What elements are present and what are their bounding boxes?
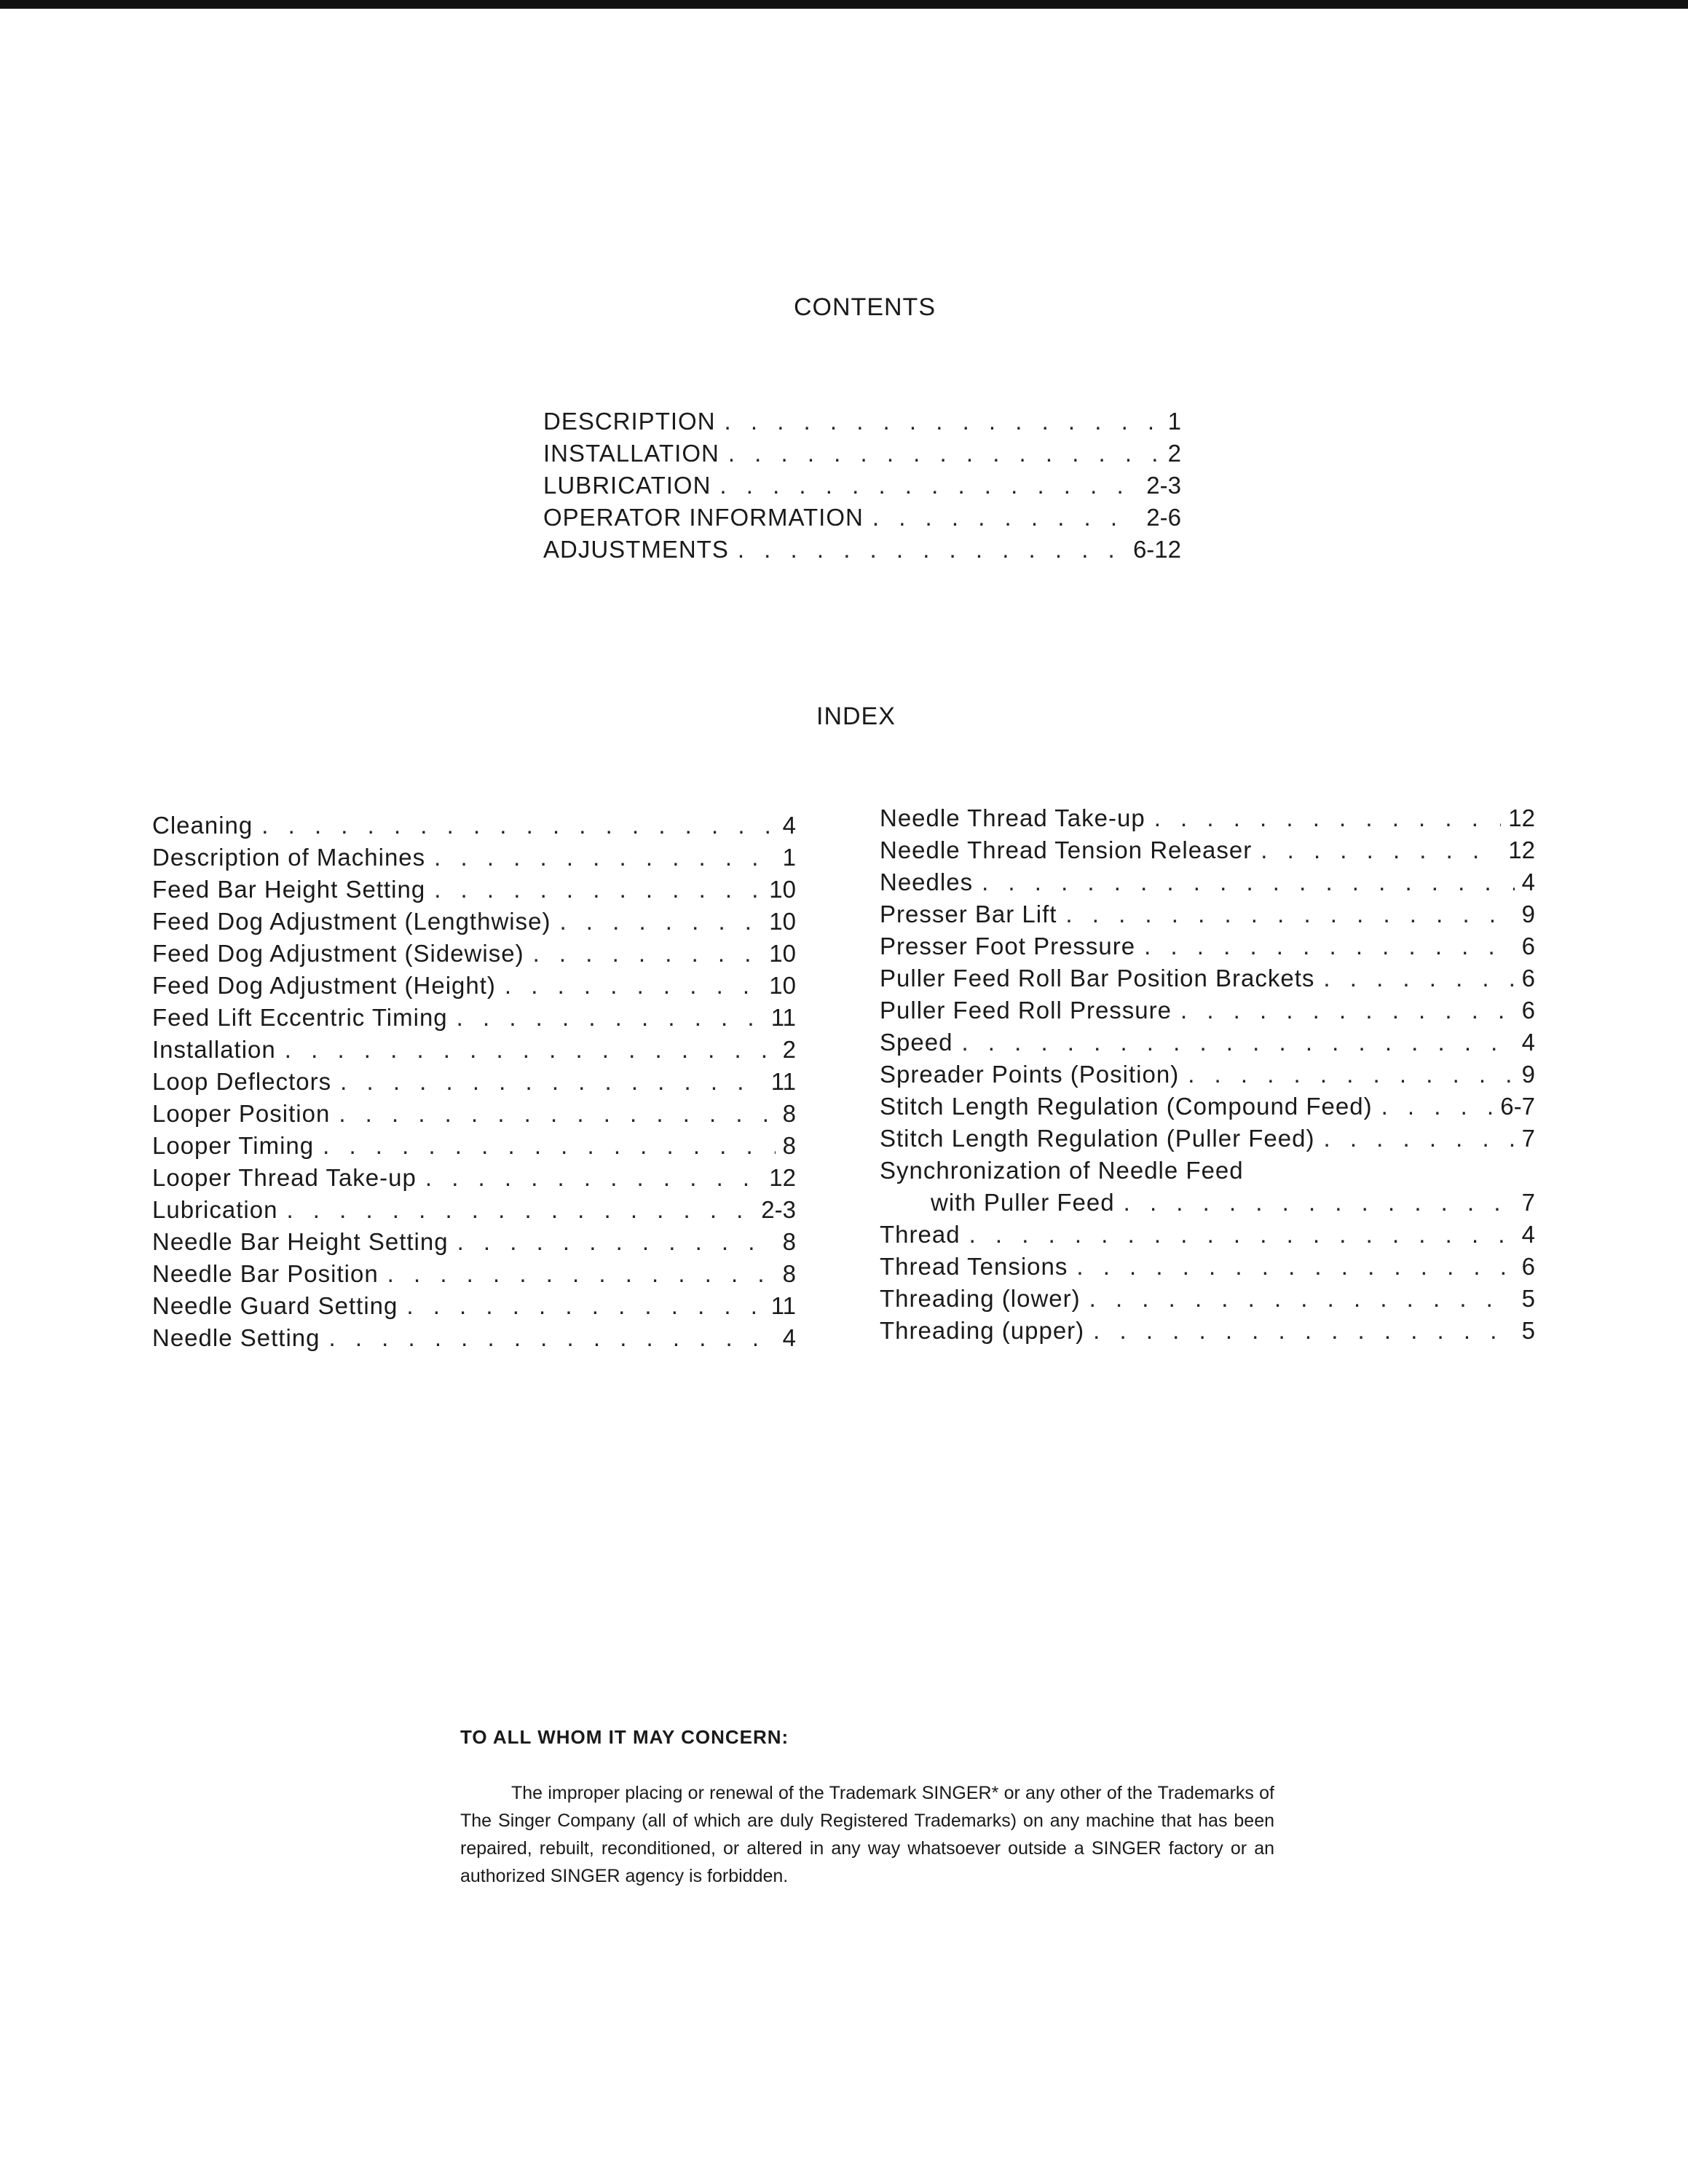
leader-dots [1076,1253,1514,1281]
leader-dots [406,1292,763,1320]
index-entry-page: 4 [1521,869,1535,895]
index-entry-label: Lubrication [152,1196,278,1223]
index-entry-label: Stitch Length Regulation (Compound Feed) [880,1093,1373,1120]
contents-entry [543,472,1181,499]
index-entry-label: Feed Dog Adjustment (Height) [152,972,496,999]
index-entry-label: Loop Deflectors [152,1068,332,1095]
index-entry-label: Presser Bar Lift [880,901,1057,927]
index-entry-label: Stitch Length Regulation (Puller Feed) [880,1125,1315,1152]
leader-dots [286,1196,754,1224]
leader-dots [1065,901,1514,928]
leader-dots [1180,997,1515,1024]
index-entry-label: Feed Dog Adjustment (Sidewise) [152,940,524,967]
index-entry [152,812,796,839]
leader-dots [457,1004,764,1032]
index-entry-page: 6-7 [1500,1093,1535,1120]
index-entry-page: 8 [782,1132,796,1159]
contents-entry [543,504,1181,531]
contents-title: CONTENTS [794,293,936,321]
index-entry [152,1004,796,1032]
contents-entry-label: OPERATOR INFORMATION [543,504,864,531]
index-entry [152,1196,796,1224]
leader-dots [961,1029,1514,1056]
index-entry-label: Needle Bar Height Setting [152,1228,449,1255]
index-entry [152,1228,796,1256]
leader-dots [1124,1189,1515,1216]
index-entry-page: 6 [1521,965,1535,992]
index-entry [880,901,1535,928]
index-entry [152,908,796,935]
index-entry-page: 8 [782,1100,796,1127]
contents-entry [543,408,1181,435]
leader-dots [1323,965,1514,992]
index-entry [152,1260,796,1288]
index-entry-page: 2-3 [761,1196,796,1223]
index-entry-page: 7 [1521,1125,1535,1152]
index-entry-label: Needle Thread Tension Releaser [880,836,1253,863]
index-entry [880,1285,1535,1313]
index-entry [880,997,1535,1024]
index-title: INDEX [816,703,896,730]
scan-edge-bar [0,0,1688,9]
contents-entry-label: ADJUSTMENTS [543,536,729,563]
contents-entry-label: INSTALLATION [543,440,719,467]
leader-dots [434,876,762,903]
index-entry-label: Threading (lower) [880,1285,1081,1312]
notice-body: The improper placing or renewal of the Trademark SINGER* or any other of the Trademarks of The Singer Company (all of which are duly Registered Trademarks) on any machine that has been repaired, rebuilt, reconditioned, or altered in any way whatsoever outside a SINGER factory or an authorized SINGER agency is forbidden. [460,1783,1274,1886]
leader-dots [457,1228,776,1256]
index-entry-label: Installation [152,1036,276,1063]
index-entry-page: 12 [1508,836,1535,863]
index-entry-page: 1 [782,844,796,871]
contents-entry [543,440,1181,467]
index-entry-page: 10 [769,876,796,903]
index-entry-label: Description of Machines [152,844,426,871]
index-entry [880,1189,1535,1216]
contents-entry-label: DESCRIPTION [543,408,716,435]
notice-title: TO ALL WHOM IT MAY CONCERN: [460,1726,789,1748]
leader-dots [533,940,762,968]
index-entry-page: 12 [1508,804,1535,831]
index-entry-continued [880,1157,1535,1184]
leader-dots [1144,933,1515,960]
index-entry-label: Looper Thread Take-up [152,1164,417,1191]
index-entry-page: 4 [1521,1221,1535,1248]
index-entry-label: Presser Foot Pressure [880,933,1136,960]
leader-dots [425,1164,762,1192]
leader-dots [1381,1093,1494,1120]
index-entry [152,1036,796,1064]
index-entry-page: 8 [782,1260,796,1287]
index-entry [152,844,796,871]
index-entry-page: 2 [782,1036,796,1063]
index-entry [152,1068,796,1096]
leader-dots [339,1100,775,1128]
leader-dots [1261,836,1501,864]
contents-entry-page: 2 [1167,440,1181,467]
index-entry-page: 8 [782,1228,796,1255]
index-entry-page: 10 [769,908,796,935]
index-entry [152,972,796,1000]
leader-dots [261,812,775,839]
contents-entry [543,536,1181,563]
index-entry-label: Feed Dog Adjustment (Lengthwise) [152,908,551,935]
index-entry [880,1317,1535,1345]
leader-dots [285,1036,776,1064]
index-entry-label: Speed [880,1029,953,1056]
index-entry [152,1324,796,1352]
index-entry-label: Cleaning [152,812,253,839]
index-entry [152,1164,796,1192]
index-entry [880,836,1535,864]
index-entry [880,1125,1535,1152]
leader-dots [1188,1061,1514,1088]
leader-dots [323,1132,776,1160]
contents-entry-page: 2-6 [1146,504,1181,531]
index-entry-label: Looper Timing [152,1132,315,1159]
index-entry [880,1061,1535,1088]
index-entry-page: 5 [1521,1285,1535,1312]
index-entry-label: Needles [880,869,974,895]
leader-dots [340,1068,764,1096]
leader-dots [1089,1285,1515,1313]
index-entry-page: 10 [769,972,796,999]
index-entry-page: 6 [1521,997,1535,1024]
index-entry [880,869,1535,896]
index-entry-page: 4 [782,1324,796,1351]
index-entry-page: 9 [1521,901,1535,927]
index-entry-page: 11 [770,1068,796,1095]
index-entry-label: Needle Setting [152,1324,320,1351]
index-entry-page: 11 [770,1292,796,1319]
index-entry-page: 6 [1521,933,1535,960]
index-entry-label: Thread Tensions [880,1253,1068,1280]
leader-dots [387,1260,776,1288]
index-entry-page: 7 [1521,1189,1535,1216]
index-entry [880,933,1535,960]
index-entry [152,1100,796,1128]
index-entry [152,876,796,903]
index-entry [880,965,1535,992]
index-entry-label: Thread [880,1221,961,1248]
index-entry [880,1093,1535,1120]
leader-dots [719,472,1139,499]
contents-entry-page: 6-12 [1132,536,1181,563]
leader-dots [1093,1317,1514,1345]
index-entry [880,1253,1535,1281]
index-entry-label: Needle Thread Take-up [880,804,1145,831]
leader-dots [505,972,762,1000]
index-entry-page: 4 [782,812,796,839]
leader-dots [1154,804,1502,832]
index-entry [152,1132,796,1160]
contents-entry-page: 1 [1167,408,1181,435]
index-entry-label: Threading (upper) [880,1317,1085,1344]
index-entry [152,940,796,968]
index-entry [880,804,1535,832]
index-entry [880,1029,1535,1056]
index-entry-label: Puller Feed Roll Pressure [880,997,1172,1024]
contents-entry-label: LUBRICATION [543,472,711,499]
index-entry-label: Feed Lift Eccentric Timing [152,1004,448,1031]
index-entry-page: 12 [769,1164,796,1191]
leader-dots [738,536,1126,563]
index-entry-label: Needle Bar Position [152,1260,379,1287]
leader-dots [328,1324,775,1352]
index-entry-page: 5 [1521,1317,1535,1344]
index-entry-page: 4 [1521,1029,1535,1056]
index-entry-page: 6 [1521,1253,1535,1280]
index-entry-label: Looper Position [152,1100,331,1127]
leader-dots [982,869,1515,896]
leader-dots [872,504,1139,531]
index-entry-label: Spreader Points (Position) [880,1061,1180,1088]
index-entry [152,1292,796,1320]
index-entry-page: 11 [770,1004,796,1031]
leader-dots [434,844,775,871]
leader-dots [1324,1125,1515,1152]
leader-dots [725,408,1161,435]
index-entry-page: 9 [1521,1061,1535,1088]
index-entry-label: Feed Bar Height Setting [152,876,426,903]
leader-dots [728,440,1161,467]
leader-dots [969,1221,1515,1249]
index-entry-page: 10 [769,940,796,967]
contents-entry-page: 2-3 [1146,472,1181,499]
index-entry-label: Puller Feed Roll Bar Position Brackets [880,965,1315,992]
index-entry [880,1221,1535,1249]
index-entry-label: Needle Guard Setting [152,1292,398,1319]
leader-dots [559,908,762,935]
index-entry-label: with Puller Feed [931,1189,1115,1216]
index-entry-label: Synchronization of Needle Feed [880,1157,1244,1184]
